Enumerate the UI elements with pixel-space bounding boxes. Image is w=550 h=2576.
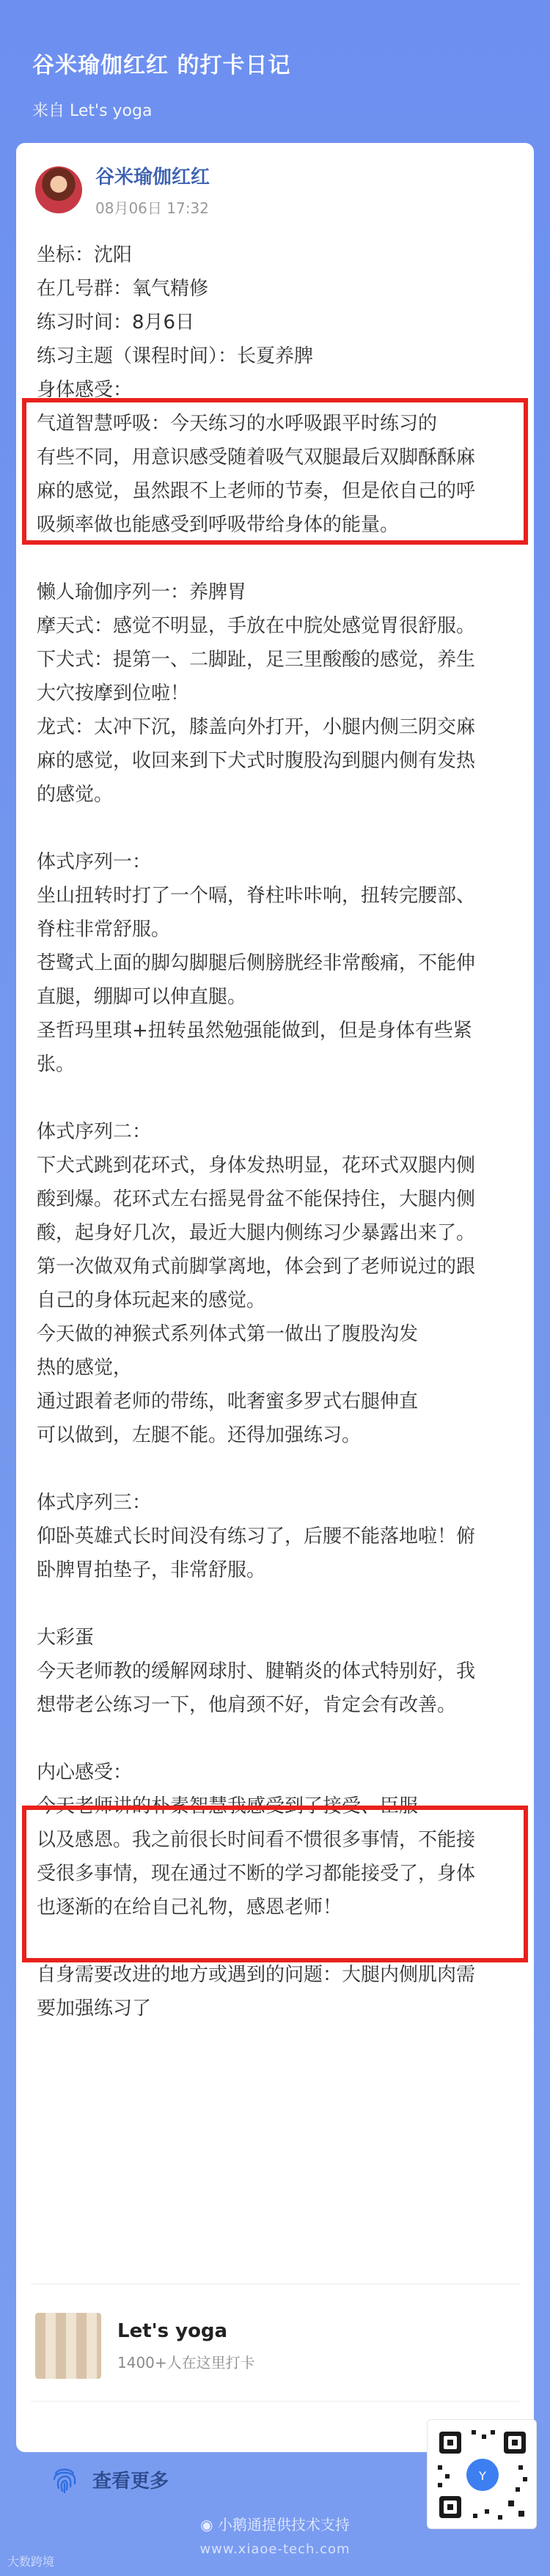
content-line: 想带老公练习一下，他肩颈不好，肯定会有改善。 (37, 1694, 457, 1716)
content-line: 第一次做双角式前脚掌离地，体会到了老师说过的跟 (37, 1256, 476, 1278)
content-line: 气道智慧呼吸：今天练习的水呼吸跟平时练习的 (37, 413, 438, 435)
avatar[interactable] (35, 166, 82, 213)
content-line: 卧脾胃拍垫子，非常舒服。 (37, 1559, 266, 1581)
content-line: 下犬式跳到花环式，身体发热明显，花环式双腿内侧 (37, 1155, 476, 1177)
content-line: 酸，起身好几次，最近大腿内侧练习少暴露出来了。 (37, 1222, 476, 1244)
content-line: 脊柱非常舒服。 (37, 919, 171, 941)
content-line: 麻的感觉，收回来到下犬式时腹股沟到腿内侧有发热 (37, 750, 476, 772)
group-card[interactable] (35, 2313, 255, 2379)
page-title: 谷米瑜伽红红 的打卡日记 (32, 53, 291, 78)
view-more-label: 查看更多 (92, 2470, 169, 2492)
content-line: 圣哲玛里琪+扭转虽然勉强能做到，但是身体有些紧 (37, 1020, 472, 1042)
group-name[interactable]: Let's yoga (117, 2319, 228, 2342)
content-spacer (37, 1587, 513, 1621)
content-line: 吸频率做也能感受到呼吸带给身体的能量。 (37, 514, 400, 536)
content-spacer (37, 1924, 513, 1958)
fingerprint-icon (48, 2463, 81, 2495)
content-line: 练习主题（课程时间）：长夏养脾 (37, 345, 314, 367)
content-line: 有些不同，用意识感受随着吸气双腿最后双脚酥酥麻 (37, 446, 476, 468)
content-line: 今天老师讲的朴素智慧我感受到了接受、臣服 (37, 1795, 419, 1817)
content-line: 练习时间：8月6日 (37, 312, 195, 334)
author-meta (95, 162, 210, 218)
content-line: 酸到爆。花环式左右摇晃骨盆不能保持住，大腿内侧 (37, 1188, 476, 1210)
author-block[interactable] (35, 162, 210, 218)
content-line: 仰卧英雄式长时间没有练习了，后腰不能落地啦！俯 (37, 1526, 476, 1548)
footer-site[interactable]: www.xiaoe-tech.com (199, 2542, 351, 2557)
content-spacer (37, 1452, 513, 1486)
content-line: 直腿，绷脚可以伸直腿。 (37, 986, 247, 1008)
content-line: 通过跟着老师的带练，吡奢蜜多罗式右腿伸直 (37, 1391, 419, 1413)
content-line: 体式序列一： (37, 851, 152, 873)
content-spacer (37, 542, 513, 575)
page-header (32, 47, 290, 121)
content-line: 受很多事情，现在通过不断的学习都能接受了，身体 (37, 1863, 476, 1885)
content-line: 要加强练习了 (37, 1998, 152, 2020)
content-line: 坐标：沈阳 (37, 244, 133, 266)
group-count: 1400+人在这里打卡 (117, 2353, 255, 2371)
content-line: 大穴按摩到位啦！ (37, 682, 190, 704)
content-line: 身体感受： (37, 379, 133, 401)
content-line: 大彩蛋 (37, 1627, 95, 1649)
content-line: 张。 (37, 1053, 76, 1075)
content-line: 内心感受： (37, 1762, 133, 1784)
group-thumbnail[interactable] (35, 2313, 101, 2379)
content-line: 懒人瑜伽序列一：养脾胃 (37, 581, 247, 603)
content-line: 自己的身体玩起来的感觉。 (37, 1289, 266, 1311)
diary-card (16, 143, 534, 2492)
content-line: 麻的感觉，虽然跟不上老师的节奏，但是依自己的呼 (37, 480, 476, 502)
content-line: 下犬式：提第一、二脚趾，足三里酸酸的感觉，养生 (37, 649, 476, 671)
content-line: 在几号群：氧气精修 (37, 278, 209, 300)
content-line: 的感觉。 (37, 784, 114, 806)
post-time: 08月06日 17:32 (95, 199, 209, 217)
footer-support-text: 小鹅通提供技术支持 (217, 2516, 350, 2533)
content-spacer (37, 812, 513, 845)
content-line: 苍鹭式上面的脚勾脚腿后侧膀胱经非常酸痛，不能伸 (37, 952, 476, 974)
content-line: 体式序列二： (37, 1121, 152, 1143)
content-line: 坐山扭转时打了一个嗝，脊柱咔咔响，扭转完腰部、 (37, 885, 476, 907)
content-line: 体式序列三： (37, 1492, 152, 1514)
content-line: 今天老师教的缓解网球肘、腱鞘炎的体式特别好，我 (37, 1660, 476, 1682)
author-name[interactable]: 谷米瑜伽红红 (95, 166, 210, 188)
post-content (37, 238, 513, 2025)
group-info (117, 2320, 255, 2372)
content-spacer (37, 1081, 513, 1115)
content-line: 自身需要改进的地方或遇到的问题：大腿内侧肌肉需 (37, 1964, 476, 1986)
watermark: 大数跨境 (7, 2555, 55, 2569)
svg-text:Y: Y (479, 2469, 486, 2483)
divider-bottom (31, 2401, 519, 2402)
content-line: 龙式：太冲下沉，膝盖向外打开，小腿内侧三阴交麻 (37, 716, 476, 738)
view-more-button[interactable] (48, 2463, 169, 2495)
page-subtitle: 来自 Let's yoga (32, 102, 153, 120)
footer (0, 2513, 550, 2557)
footer-support (0, 2513, 550, 2534)
content-line: 热的感觉， (37, 1357, 133, 1379)
content-line: 今天做的神猴式系列体式第一做出了腹股沟发 (37, 1323, 419, 1345)
content-line: 摩天式：感觉不明显，手放在中脘处感觉胃很舒服。 (37, 615, 476, 637)
content-line: 可以做到，左腿不能。还得加强练习。 (37, 1424, 362, 1446)
content-line: 以及感恩。我之前很长时间看不惯很多事情，不能接 (37, 1829, 476, 1851)
content-spacer (37, 1722, 513, 1756)
support-icon: ◉ (200, 2516, 218, 2533)
content-line: 也逐渐的在给自己礼物，感恩老师！ (37, 1896, 342, 1918)
